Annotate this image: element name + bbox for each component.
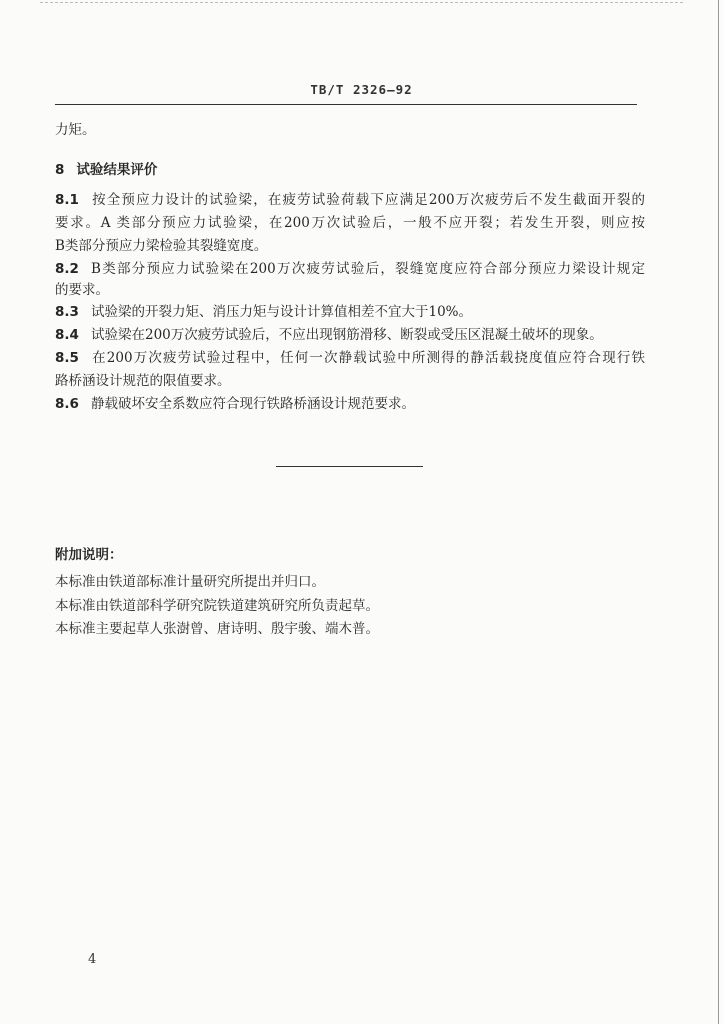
- clause-number: 8.3: [55, 304, 79, 320]
- clause-text: 在200万次疲劳试验过程中，任何一次静载试验中所测得的静活载挠度值应符合现行铁: [91, 350, 645, 366]
- clause-text: 按全预应力设计的试验梁，在疲劳试验荷载下应满足200万次疲劳后不发生截面开裂的: [91, 192, 645, 208]
- header-rule: [55, 104, 637, 105]
- end-rule: [276, 466, 423, 467]
- clause-text: 试验梁在200万次疲劳试验后，不应出现钢筋滑移、断裂或受压区混凝土破坏的现象。: [91, 327, 603, 343]
- appendix-line-2: 本标准由铁道部科学研究院铁道建筑研究所负责起草。: [55, 598, 379, 614]
- section-number: 8: [55, 162, 65, 178]
- clause-text: 静载破坏安全系数应符合现行铁路桥涵设计规范要求。: [91, 396, 415, 412]
- clause-8-5-line-1: [55, 348, 645, 368]
- standard-code-header: TB/T 2326—92: [310, 82, 413, 97]
- clause-8-1-line-2: 要求。A 类部分预应力试验梁，在200万次试验后，一般不应开裂；若发生开裂，则应按: [55, 215, 645, 231]
- clause-8-4: [55, 325, 645, 345]
- section-title: 试验结果评价: [76, 162, 158, 178]
- clause-number: 8.5: [55, 350, 79, 366]
- scan-edge-right: [718, 0, 719, 1024]
- clause-number: 8.1: [55, 192, 79, 208]
- scan-edge-top: [40, 2, 683, 4]
- section-heading: [55, 160, 645, 180]
- continuation-text: 力矩。: [55, 122, 96, 138]
- appendix-title: 附加说明：: [55, 547, 123, 563]
- clause-8-1-line-1: [55, 190, 645, 210]
- clause-8-3: [55, 302, 645, 322]
- clause-number: 8.6: [55, 396, 79, 412]
- clause-number: 8.4: [55, 327, 79, 343]
- clause-number: 8.2: [55, 261, 79, 277]
- clause-text: 试验梁的开裂力矩、消压力矩与设计计算值相差不宜大于10%。: [91, 304, 473, 320]
- appendix-line-1: 本标准由铁道部标准计量研究所提出并归口。: [55, 574, 325, 590]
- clause-8-5-line-2: 路桥涵设计规范的限值要求。: [55, 373, 231, 389]
- clause-text: B类部分预应力试验梁在200万次疲劳试验后，裂缝宽度应符合部分预应力梁设计规定: [91, 261, 645, 277]
- clause-8-2-line-2: 的要求。: [55, 282, 109, 298]
- page-number: 4: [88, 952, 97, 967]
- clause-8-6: [55, 394, 645, 414]
- clause-8-1-line-3: B类部分预应力梁检验其裂缝宽度。: [55, 238, 268, 254]
- appendix-line-3: 本标准主要起草人张澍曾、唐诗明、殷宇骏、端木普。: [55, 621, 379, 637]
- clause-8-2-line-1: [55, 259, 645, 279]
